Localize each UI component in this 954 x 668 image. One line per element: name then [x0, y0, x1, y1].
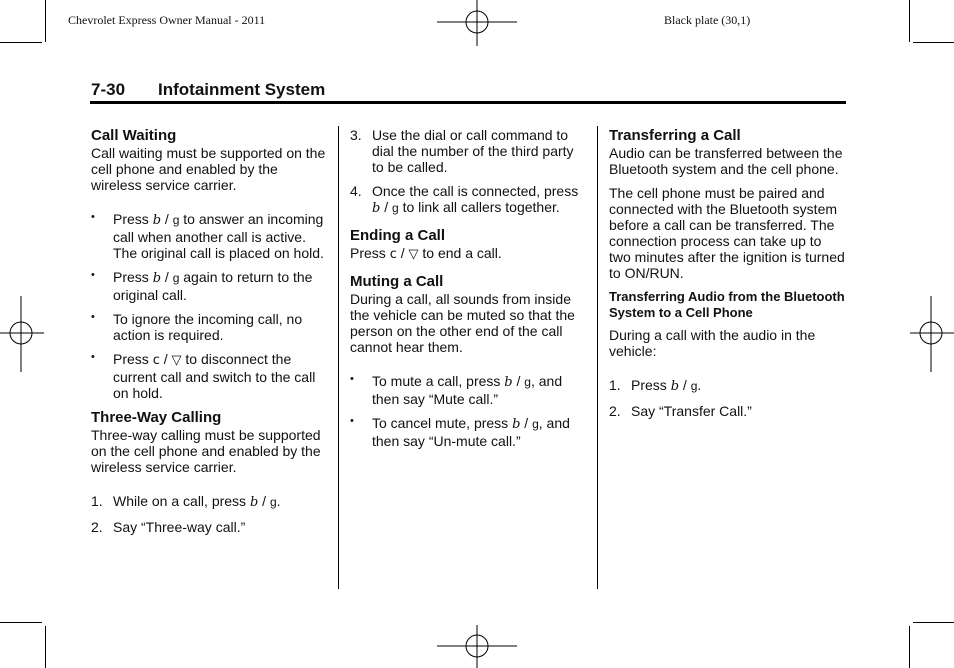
heading-transferring-call: Transferring a Call: [609, 127, 741, 144]
registration-mark-top: [437, 0, 517, 46]
heading-call-waiting: Call Waiting: [91, 127, 177, 144]
list-item: • Press c / ▽ to disconnect the current call and switch to the call on hold.: [91, 351, 316, 401]
list-item: • To mute a call, press b / g, and then say “Mute call.”: [350, 373, 563, 407]
heading-three-way: Three-Way Calling: [91, 409, 222, 426]
phone-icon: b: [152, 271, 162, 286]
list-item: • Press b / g again to return to the original call.: [91, 269, 313, 303]
voice-command-icon: g: [172, 271, 180, 285]
voice-command-icon: g: [532, 417, 539, 431]
transfer-para-1: Audio can be transferred between the Bluetooth system and the cell phone.: [609, 145, 843, 177]
section-title: Infotainment System: [158, 80, 326, 99]
column-1: [91, 127, 327, 543]
list-item: 2. Say “Three-way call.”: [91, 519, 246, 535]
subheading-transfer-audio: Transferring Audio from the Bluetooth System to a Cell Phone: [609, 289, 845, 320]
heading-ending-call: Ending a Call: [350, 227, 446, 244]
phone-icon: b: [249, 495, 259, 510]
list-item: • To cancel mute, press b / g, and then say “Un-mute call.”: [350, 415, 570, 449]
voice-command-icon: g: [172, 213, 180, 227]
voice-command-icon: g: [392, 201, 399, 215]
bullet: •: [91, 311, 95, 323]
manual-title: Chevrolet Express Owner Manual - 2011: [68, 13, 266, 27]
triangle-icon: ▽: [171, 352, 182, 367]
list-item: 1. While on a call, press b / g.: [91, 493, 281, 510]
title-rule: [90, 101, 846, 104]
column-divider-2: [597, 126, 598, 589]
column-3: [609, 127, 846, 427]
triangle-icon: ▽: [408, 246, 419, 261]
call-waiting-para: Call waiting must be supported on the cell phone and enabled by the wireless service carrier.: [91, 145, 326, 193]
phone-icon: b: [504, 375, 513, 390]
plate-label: Black plate (30,1): [664, 13, 751, 27]
ending-call-para: Press c / ▽ to end a call.: [350, 245, 502, 262]
end-call-icon: c: [389, 247, 397, 262]
registration-mark-right: [910, 296, 954, 372]
end-call-icon: c: [152, 353, 160, 368]
bullet: •: [91, 351, 95, 363]
registration-mark-left: [0, 296, 44, 372]
registration-mark-bottom: [437, 625, 517, 668]
column-2: [350, 127, 588, 457]
list-item: 4. Once the call is connected, press b / g to link all callers together.: [350, 183, 579, 216]
transfer-para-2: The cell phone must be paired and connected with the Bluetooth system before a call can be transferred. The connection process can take up to two minutes after the ignition is turned to ON/RUN.: [609, 185, 845, 281]
list-item: 1. Press b / g.: [609, 377, 702, 394]
phone-icon: b: [670, 379, 680, 394]
list-item: • Press b / g to answer an incoming call when another call is active. The original call is placed on hold.: [91, 211, 324, 261]
bullet: •: [91, 269, 95, 281]
list-item: 2. Say “Transfer Call.”: [609, 403, 752, 419]
heading-muting-call: Muting a Call: [350, 273, 444, 290]
voice-command-icon: g: [269, 495, 277, 509]
list-item: • To ignore the incoming call, no action is required.: [91, 311, 303, 343]
column-divider-1: [338, 126, 339, 589]
three-way-para: Three-way calling must be supported on the cell phone and enabled by the wireless service carrier.: [91, 427, 321, 475]
phone-icon: b: [512, 417, 521, 432]
phone-icon: b: [152, 213, 162, 228]
page-number: 7-30: [91, 80, 126, 99]
bullet: •: [350, 415, 354, 427]
muting-call-para: During a call, all sounds from inside the vehicle can be muted so that the person on the other end of the call cannot hear them.: [350, 291, 575, 355]
voice-command-icon: g: [690, 379, 698, 393]
bullet: •: [91, 211, 95, 223]
transfer-para-3: During a call with the audio in the vehicle:: [609, 327, 816, 359]
list-item: 3. Use the dial or call command to dial the number of the third party to be called.: [350, 127, 574, 175]
bullet: •: [350, 373, 354, 385]
phone-icon: b: [372, 201, 381, 216]
voice-command-icon: g: [524, 375, 531, 389]
